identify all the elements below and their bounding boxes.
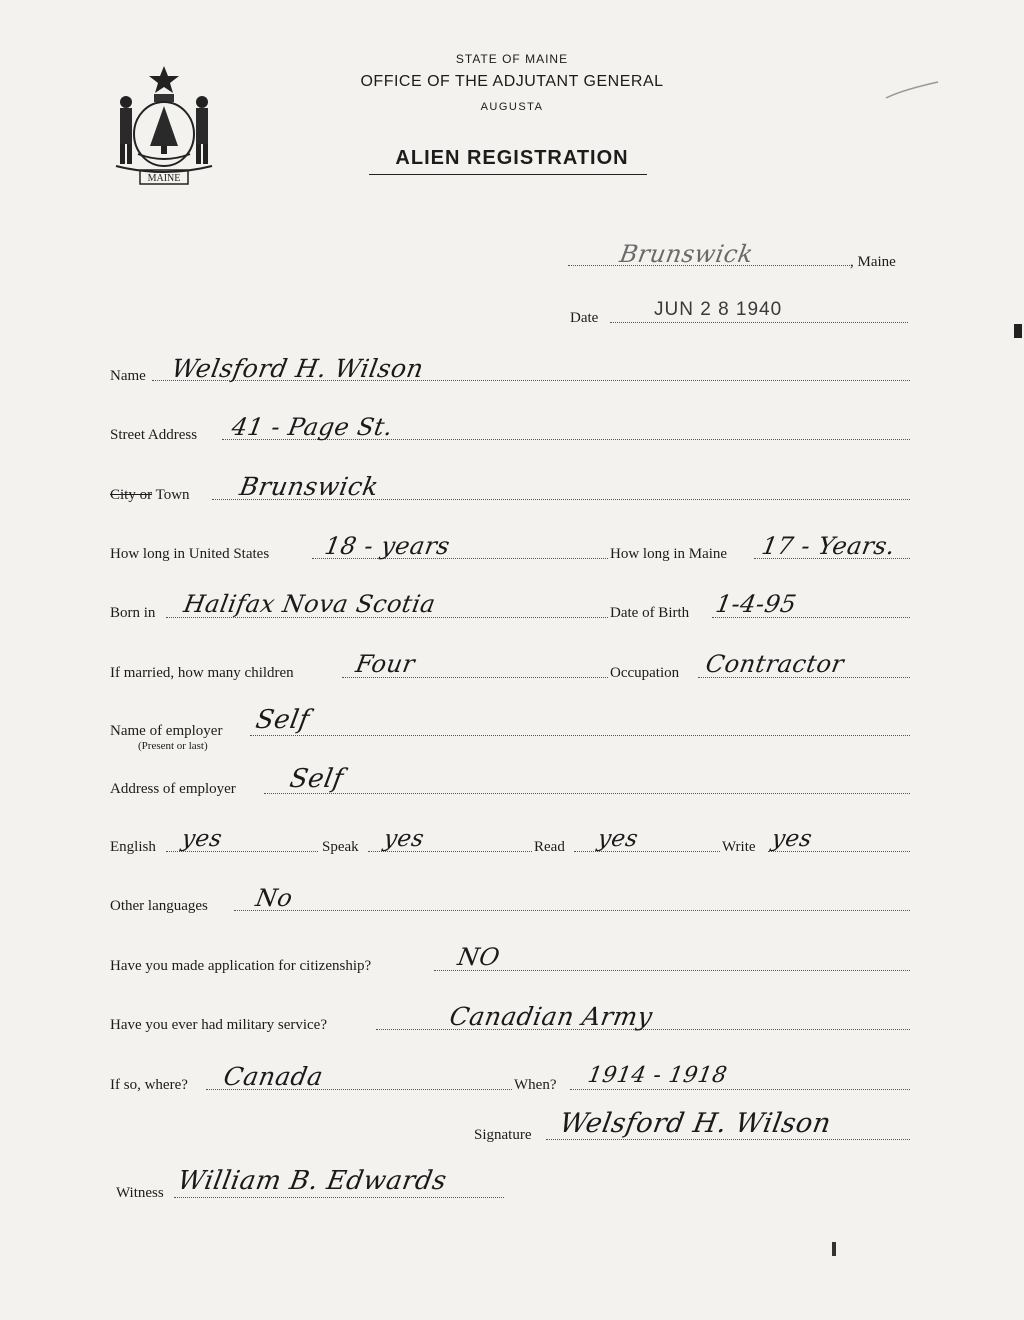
signature-value: Welsford H. Wilson (557, 1108, 834, 1139)
employer-label: Name of employer (110, 723, 223, 739)
street-value: 41 - Page St. (229, 413, 396, 441)
date-stamp: JUN 2 8 1940 (654, 299, 783, 320)
when-label: When? (514, 1077, 557, 1093)
speak-label: Speak (322, 839, 359, 855)
children-label: If married, how many children (110, 665, 294, 681)
title-underline (369, 174, 647, 175)
date-label: Date (570, 310, 599, 326)
write-value: yes (769, 826, 815, 852)
name-label: Name (110, 368, 146, 384)
page-smudge (832, 1242, 836, 1256)
employer-address-value: Self (287, 764, 346, 794)
other-languages-label: Other languages (110, 898, 208, 914)
occupation-value: Contractor (703, 650, 847, 678)
employer-line (250, 735, 910, 736)
english-value: yes (179, 826, 225, 852)
write-label: Write (722, 839, 756, 855)
seal-banner-text: MAINE (147, 173, 181, 184)
when-line (570, 1089, 910, 1090)
form-title: ALIEN REGISTRATION (395, 147, 629, 169)
town-label-row (110, 487, 190, 504)
citizenship-line (434, 970, 910, 971)
town-value: Brunswick (237, 472, 381, 501)
other-languages-value: No (253, 884, 295, 912)
maine-label: How long in Maine (610, 546, 728, 562)
us-value: 18 - years (322, 532, 453, 560)
header-office: OFFICE OF THE ADJUTANT GENERAL (360, 73, 664, 90)
where-value: Canada (221, 1062, 326, 1091)
born-label: Born in (110, 605, 156, 621)
name-value: Welsford H. Wilson (169, 354, 426, 383)
witness-line (174, 1197, 504, 1198)
witness-label: Witness (116, 1185, 164, 1201)
born-value: Halifax Nova Scotia (181, 590, 438, 618)
page-edge-mark (1014, 324, 1022, 338)
children-value: Four (353, 650, 418, 678)
maine-value: 17 - Years. (759, 532, 898, 560)
location-town-value: Brunswick (617, 240, 756, 268)
where-label: If so, where? (110, 1077, 188, 1093)
signature-line (546, 1139, 910, 1140)
dob-value: 1-4-95 (713, 590, 799, 618)
military-label: Have you ever had military service? (110, 1017, 327, 1033)
read-value: yes (595, 826, 641, 852)
military-value: Canadian Army (447, 1002, 655, 1031)
city-struck-label: City or (110, 487, 153, 503)
occupation-label: Occupation (610, 665, 680, 681)
street-label: Street Address (110, 427, 198, 443)
us-label: How long in United States (110, 546, 270, 562)
header-state: STATE OF MAINE (455, 52, 569, 66)
check-mark (882, 78, 942, 100)
date-line (610, 322, 908, 323)
citizenship-value: NO (455, 943, 503, 971)
location-suffix: , Maine (850, 254, 896, 270)
header-city: AUGUSTA (480, 101, 544, 113)
signature-label: Signature (474, 1127, 532, 1143)
employer-address-label: Address of employer (110, 781, 236, 797)
witness-value: William B. Edwards (175, 1166, 450, 1196)
employer-address-line (264, 793, 910, 794)
read-label: Read (534, 839, 565, 855)
employer-sublabel: (Present or last) (138, 740, 208, 752)
employer-value: Self (253, 705, 312, 735)
other-languages-line (234, 910, 910, 911)
town-label: Town (155, 487, 190, 503)
when-value: 1914 - 1918 (585, 1063, 730, 1088)
dob-label: Date of Birth (610, 605, 690, 621)
citizenship-label: Have you made application for citizenship? (110, 958, 372, 974)
english-label: English (110, 839, 156, 855)
speak-value: yes (381, 826, 427, 852)
